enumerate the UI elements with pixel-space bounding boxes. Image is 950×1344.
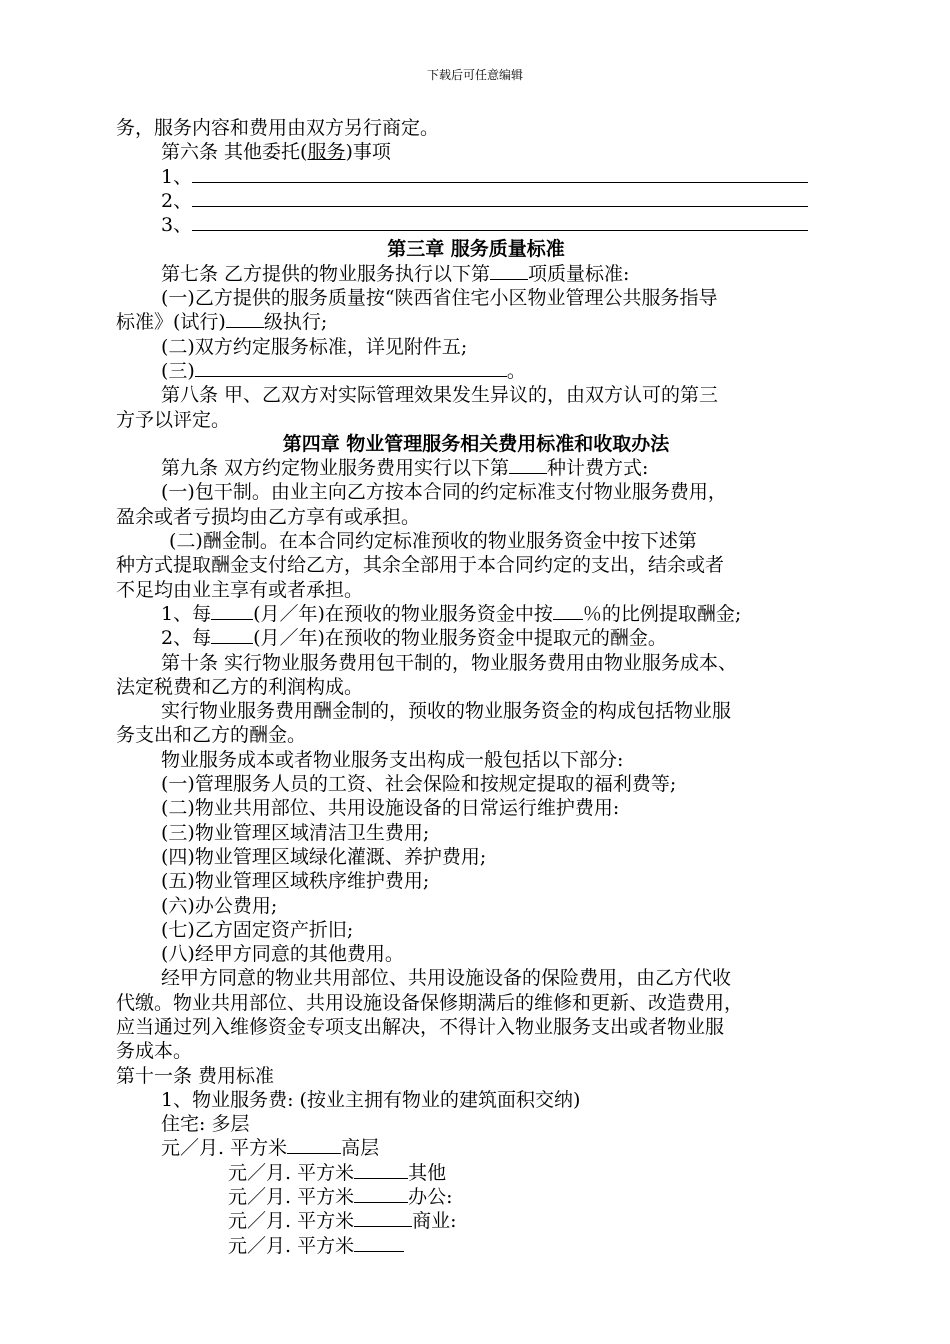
document-body [116,116,836,1258]
text-line: 实行物业服务费用酬金制的，预收的物业服务资金的构成包括物业服 [161,700,732,723]
text-line: 物业服务成本或者物业服务支出构成一般包括以下部分: [161,748,624,771]
text-line: 务，服务内容和费用由双方另行商定。 [116,117,440,139]
item-2: 2、 [116,189,836,213]
text-line: 1、每 (月／年)在预收的物业服务资金中按 ％的比例提取酬金; [161,602,742,625]
article-9: 第九条 双方约定物业服务费用实行以下第 种计费方式: [161,457,649,480]
text-line: (七)乙方固定资产折旧; [161,918,354,941]
fee-office: 元／月. 平方米 商业: [228,1210,457,1233]
page-header: 下载后可任意编辑 [426,68,523,82]
text-line: (四)物业管理区域绿化灌溉、养护费用; [161,845,487,868]
text-line: (二)双方约定服务标准，详见附件五; [161,335,468,358]
text-line: 应当通过列入维修资金专项支出解决，不得计入物业服务支出或者物业服 [116,1015,725,1038]
article-7: 第七条 乙方提供的物业服务执行以下第 项质量标准: [161,262,630,285]
text-line: 代缴。物业共用部位、共用设施设备保修期满后的维修和更新、改造费用， [116,991,744,1014]
article-10: 第十条 实行物业服务费用包干制的，物业服务费用由物业服务成本、 [161,651,738,674]
text-line: (一)乙方提供的服务质量按“陕西省住宅小区物业管理公共服务指导 [161,287,718,310]
text-line: (一)管理服务人员的工资、社会保险和按规定提取的福利费等; [161,773,677,796]
text-line: 住宅: 多层 [161,1113,250,1136]
text-line: 方予以评定。 [116,408,231,431]
fee-commercial: 元／月. 平方米 [116,1234,836,1258]
text-line: 务成本。 [116,1040,193,1063]
item-1: 1、 [116,165,836,189]
article-6: 第六条 其他委托(服务)事项 [161,141,391,164]
text-line: 种方式提取酬金支付给乙方，其余全部用于本合同约定的支出，结余或者 [116,554,725,577]
fee-residential: 元／月. 平方米 高层 [161,1137,380,1160]
text-line: 盈余或者亏损均由乙方享有或承担。 [116,505,421,528]
text-line: (三)物业管理区域清洁卫生费用; [161,821,430,844]
text-line: (二)物业共用部位、共用设施设备的日常运行维护费用: [161,797,620,820]
item-3: 3、 [116,213,836,237]
chapter-4-heading: 第四章 物业管理服务相关费用标准和收取办法 [282,432,670,455]
text-line: 第十一条 费用标准 [116,1064,275,1087]
article-11: 1、物业服务费: (按业主拥有物业的建筑面积交纳) [161,1088,581,1111]
article-8: 第八条 甲、乙双方对实际管理效果发生异议的，由双方认可的第三 [161,384,719,407]
text-line: 经甲方同意的物业共用部位、共用设施设备的保险费用，由乙方代收 [161,967,732,990]
text-line: 务支出和乙方的酬金。 [116,724,307,747]
fee-other: 元／月. 平方米 办公: [228,1186,453,1209]
text-line: (二)酬金制。在本合同约定标准预收的物业服务资金中按下述第 [169,530,697,553]
text-line: 标准》(试行) 级执行; [116,311,328,334]
fee-high-rise: 元／月. 平方米 其他 [228,1161,447,1184]
text-line: (六)办公费用; [161,894,278,917]
text-line: 不足均由业主享有或者承担。 [116,578,364,601]
text-line: (八)经甲方同意的其他费用。 [161,943,404,966]
chapter-3-heading: 第三章 服务质量标准 [387,238,565,261]
text-line: 法定税费和乙方的利润构成。 [116,675,364,698]
text-line: (三) 。 [161,359,526,382]
text-line: (五)物业管理区域秩序维护费用; [161,870,430,893]
text-line: 2、每 (月／年)在预收的物业服务资金中提取元的酬金。 [161,627,667,650]
text-line: (一)包干制。由业主向乙方按本合同的约定标准支付物业服务费用， [161,481,727,504]
